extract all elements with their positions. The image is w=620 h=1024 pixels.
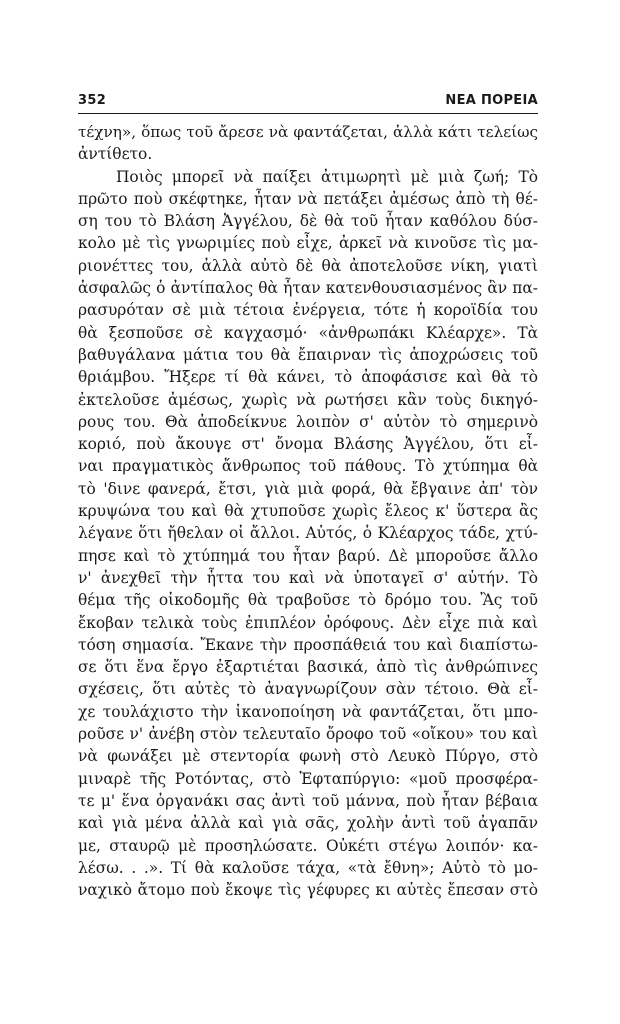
text-line: ρασυρόταν σὲ μιὰ τέτοια ἐνέργεια, τότε ἡ κοροϊδία του xyxy=(78,301,538,320)
text-line: ριονέττες του, ἀλλὰ αὐτὸ δὲ θὰ ἀποτελοῦσε νίκη, γιατὶ xyxy=(78,256,538,275)
text-line: ση του τὸ Βλάση Ἀγγέλου, δὲ θὰ τοῦ ἦταν καθόλου δύσ- xyxy=(78,212,538,231)
text-line: πρῶτο ποὺ σκέφτηκε, ἦταν νὰ πετάξει ἀμέσως ἀπὸ τὴ θέ- xyxy=(78,189,538,208)
text-line: σχέσεις, ὅτι αὐτὲς τὸ ἀναγνωρίζουν σὰν τέτοιο. Θὰ εἶ- xyxy=(78,680,538,699)
text-line: κολο μὲ τὶς γνωριμίες ποὺ εἶχε, ἀρκεῖ νὰ κινοῦσε τὶς μα- xyxy=(78,234,538,253)
text-line: χε τουλάχιστο τὴν ἱκανοποίηση νὰ φαντάζεται, ὅτι μπο- xyxy=(78,702,538,721)
running-title: ΝΕΑ ΠΟΡΕΙΑ xyxy=(445,93,538,108)
text-line: μιναρὲ τῆς Ροτόντας, στὸ Ἑφταπύργιο: «μοῦ προσφέρα- xyxy=(78,769,538,788)
text-line: τε μ' ἕνα ὀργανάκι σας ἀντὶ τοῦ μάννα, ποὺ ἦταν βέβαια xyxy=(78,791,538,810)
header-rule xyxy=(78,113,538,114)
text-line: θέμα τῆς οἰκοδομῆς θὰ τραβοῦσε τὸ δρόμο του. Ἂς τοῦ xyxy=(78,591,538,610)
text-line: ν' ἀνεχθεῖ τὴν ἧττα του καὶ νὰ ὑποταγεῖ σ' αὐτήν. Τὸ xyxy=(78,568,538,587)
text-line: ἀντίθετο. xyxy=(78,145,153,164)
text-line: ροῦσε ν' ἀνέβη στὸν τελευταῖο ὄροφο τοῦ «οἴκου» του καὶ xyxy=(78,725,538,744)
text-line: πησε καὶ τὸ χτύπημά του ἦταν βαρύ. Δὲ μποροῦσε ἄλλο xyxy=(78,546,538,565)
text-line: βαθυγάλανα μάτια του θὰ ἔπαιρναν τὶς ἀποχρώσεις τοῦ xyxy=(78,345,538,364)
text-line: με, σταυρῷ μὲ προσηλώσατε. Οὐκέτι στέγω λοιπόν· κα- xyxy=(78,836,538,855)
text-line: καὶ γιὰ μένα ἀλλὰ καὶ γιὰ σᾶς, χολὴν ἀντὶ τοῦ ἀγαπᾶν xyxy=(78,814,538,833)
text-line: σε ὅτι ἕνα ἔργο ἐξαρτιέται βασικά, ἀπὸ τὶς ἀνθρώπινες xyxy=(78,658,538,677)
page-number: 352 xyxy=(78,93,107,108)
text-line: ναι πραγματικὸς ἄνθρωπος τοῦ πάθους. Τὸ χτύπημα θὰ xyxy=(78,457,538,476)
body-text xyxy=(78,121,538,901)
text-line: Ποιὸς μπορεῖ νὰ παίξει ἀτιμωρητὶ μὲ μιὰ ζωή; Τὸ xyxy=(116,167,538,186)
text-line: τὸ 'δινε φανερά, ἔτσι, γιὰ μιὰ φορά, θὰ ἔβγαινε ἀπ' τὸν xyxy=(78,479,538,498)
running-header xyxy=(78,86,538,108)
text-line: ρους του. Θὰ ἀποδείκνυε λοιπὸν σ' αὐτὸν τὸ σημερινὸ xyxy=(78,412,538,431)
text-line: κρυψώνα του καὶ θὰ χτυποῦσε χωρὶς ἔλεος κ' ὕστερα ἂς xyxy=(78,502,538,521)
text-line: τόση σημασία. Ἔκανε τὴν προσπάθειά του καὶ διαπίστω- xyxy=(78,635,538,654)
text-line: ναχικὸ ἄτομο ποὺ ἔκοψε τὶς γέφυρες κι αὐτὲς ἔπεσαν στὸ xyxy=(78,881,538,900)
text-line: θὰ ξεσποῦσε σὲ καγχασμό· «ἀνθρωπάκι Κλέαρχε». Τὰ xyxy=(78,323,538,342)
text-line: ἀσφαλῶς ὁ ἀντίπαλος θὰ ἦταν κατενθουσιασμένος ἂν πα- xyxy=(78,279,538,298)
text-line: λέσω. . .». Τί θὰ καλοῦσε τάχα, «τὰ ἔθνη»; Αὐτὸ τὸ μο- xyxy=(78,858,538,877)
text-line: ἐκτελοῦσε ἀμέσως, χωρὶς νὰ ρωτήσει κἂν τοὺς δικηγό- xyxy=(78,390,538,409)
text-line: λέγανε ὅτι ἤθελαν οἱ ἄλλοι. Αὐτός, ὁ Κλέαρχος τάδε, χτύ- xyxy=(78,524,538,543)
text-line: θριάμβου. Ἤξερε τί θὰ κάνει, τὸ ἀποφάσισε καὶ θὰ τὸ xyxy=(78,368,538,387)
text-line: κοριό, ποὺ ἄκουγε στ' ὄνομα Βλάσης Ἀγγέλου, ὅτι εἶ- xyxy=(78,435,538,454)
text-line: τέχνη», ὅπως τοῦ ἄρεσε νὰ φαντάζεται, ἀλλὰ κάτι τελείως xyxy=(78,123,538,141)
text-line: ἔκοβαν τελικὰ τοὺς ἐπιπλέον ὀρόφους. Δὲν εἶχε πιὰ καὶ xyxy=(78,613,538,632)
text-line: νὰ φωνάξει μὲ στεντορία φωνὴ στὸ Λευκὸ Πύργο, στὸ xyxy=(78,747,538,766)
